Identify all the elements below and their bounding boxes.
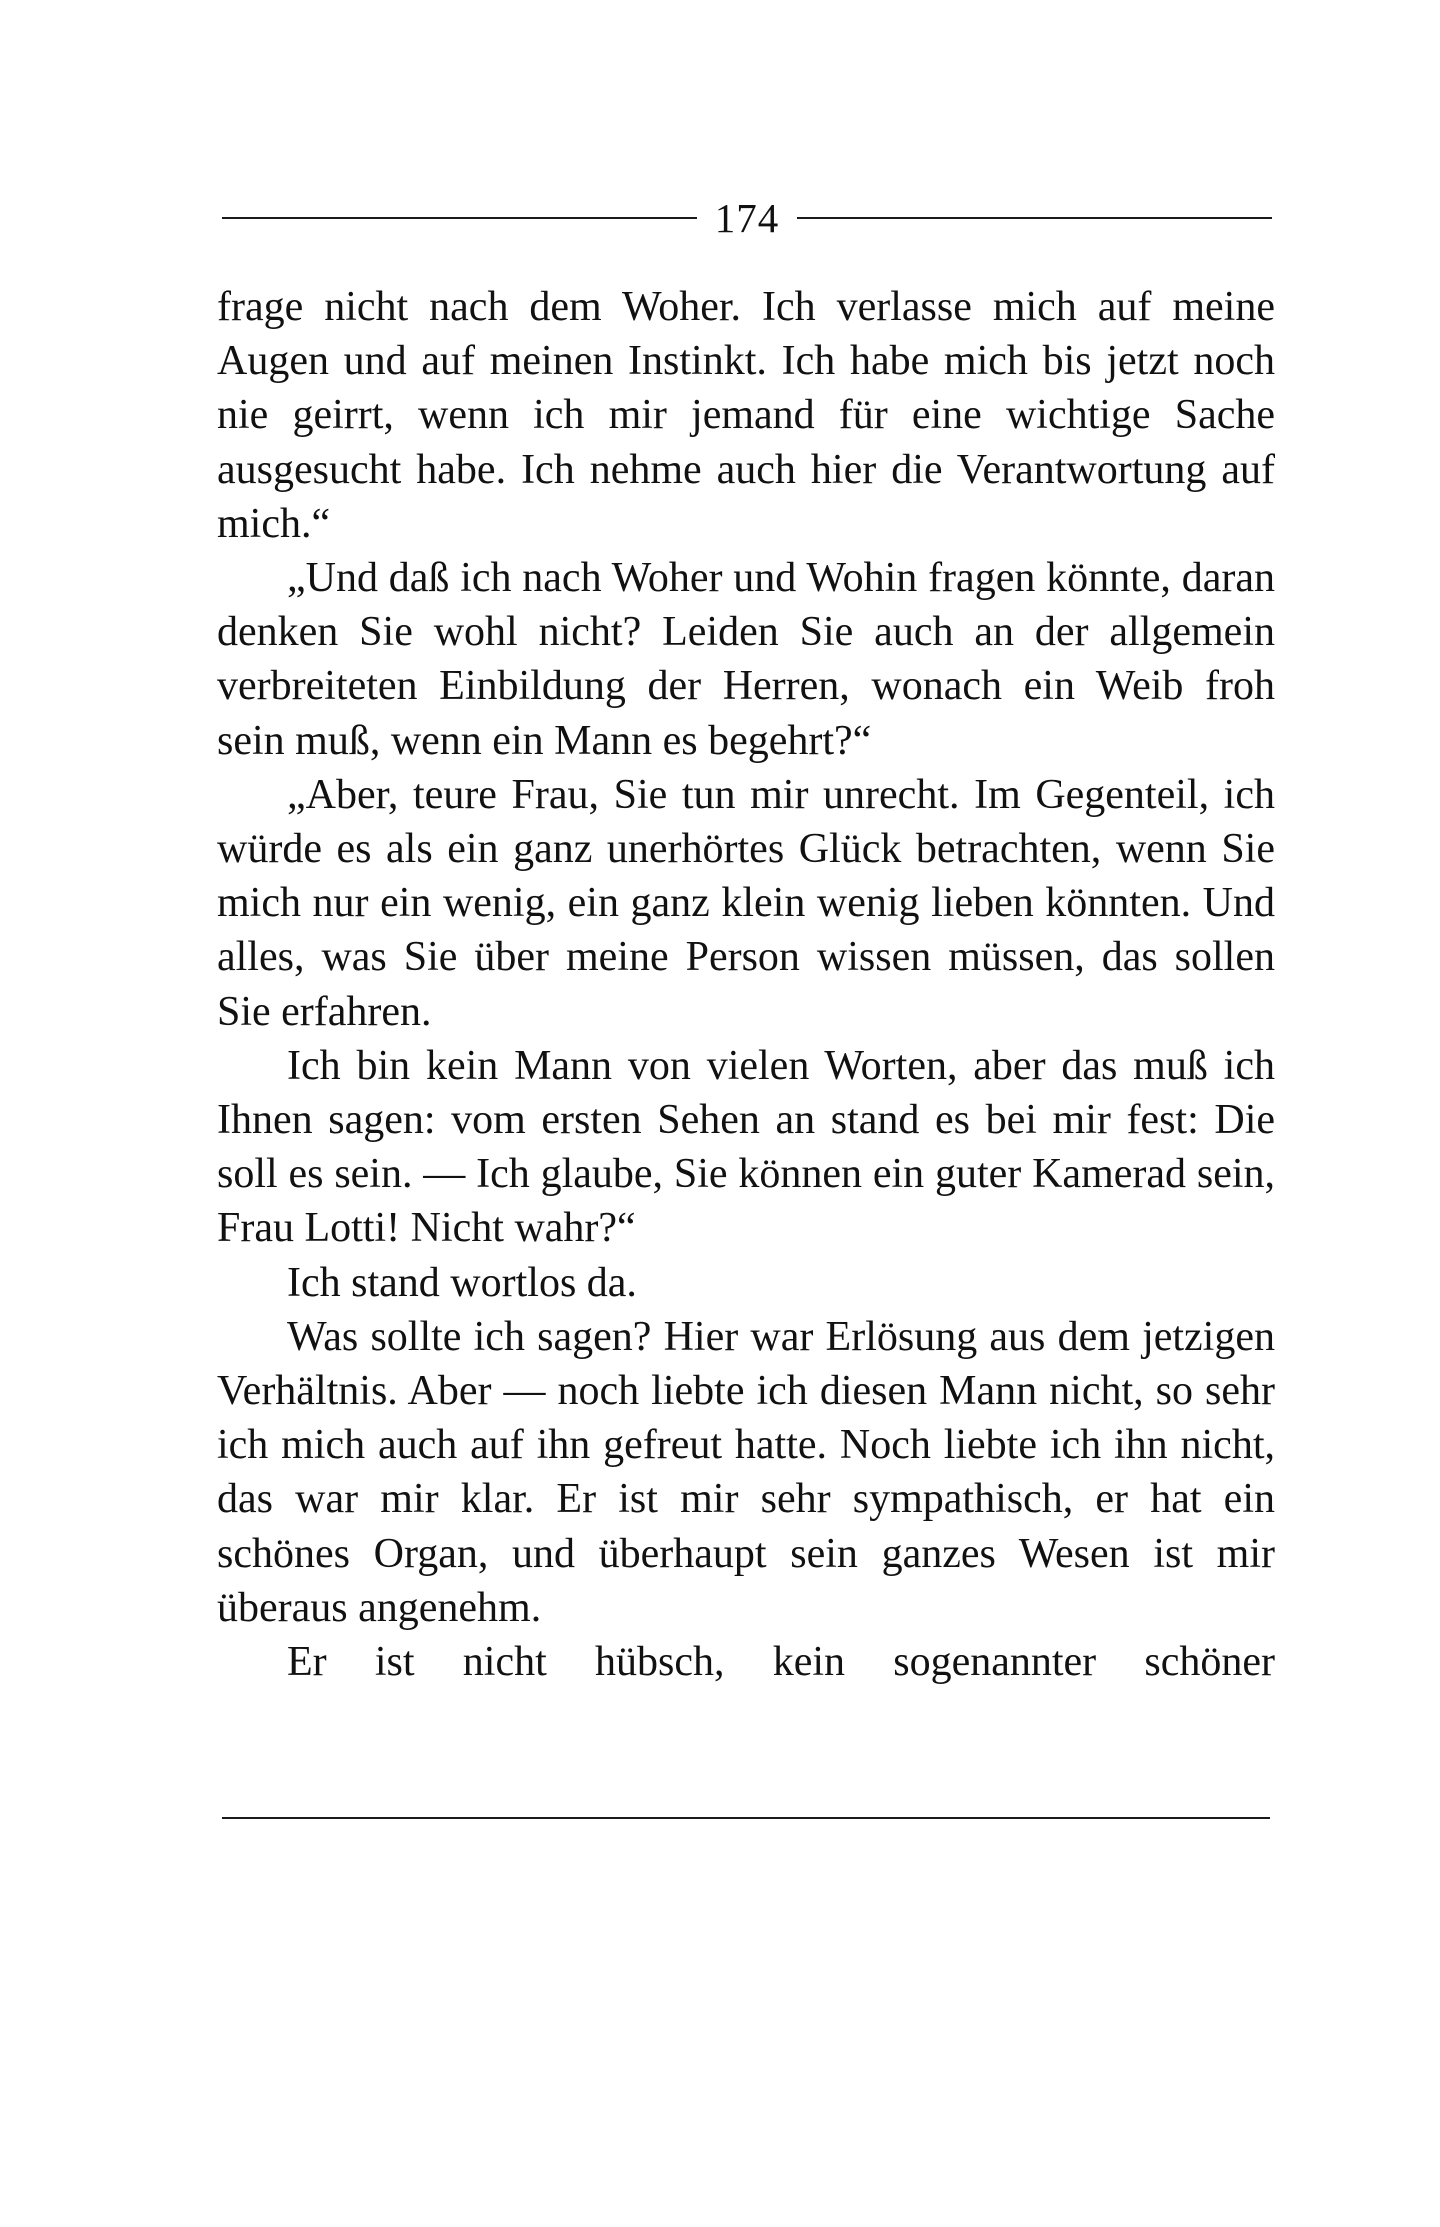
paragraph: „Aber, teure Frau, Sie tun mir unrecht. Im Gegenteil, ich würde es als ein ganz unerhörtes Glück betrachten, wenn Sie mich nur ein wenig, ein ganz klein wenig lieben könnten. Und alles, was Sie über meine Person wissen müssen, das sollen Sie erfahren. [217,771,1275,1035]
paragraph: Ich stand wortlos da. [287,1259,637,1306]
paragraph: Was sollte ich sagen? Hier war Erlösung aus dem jetzigen Verhältnis. Aber — noch liebte ich diesen Mann nicht, so sehr ich mich auch auf ihn gefreut hatte. Noch liebte ich ihn nicht, das war mir klar. Er ist mir sehr sympathisch, er hat ein schönes Organ, und überhaupt sein ganzes Wesen ist mir überaus angenehm. [217,1313,1275,1631]
paragraph: frage nicht nach dem Woher. Ich verlasse mich auf meine Augen und auf meinen Instinkt. Ich habe mich bis jetzt noch nie geirrt, wenn ich mir jemand für eine wichtige Sache ausgesucht habe. Ich nehme auch hier die Verantwortung auf mich.“ [217,284,1275,547]
header-rule-right [797,217,1272,219]
footer-rule [222,1817,1270,1819]
header-rule-left [222,217,697,219]
page-header [222,188,1272,248]
body-text [217,280,1275,1689]
paragraph: „Und daß ich nach Woher und Wohin fragen könnte, daran denken Sie wohl nicht? Leiden Sie auch an der allgemein verbreiteten Einbildung der Herren, wonach ein Weib froh sein muß, wenn ein Mann es begehrt?“ [217,555,1275,764]
paragraph: Er ist nicht hübsch, kein sogenannter schöner [287,1639,1275,1686]
paragraph: Ich bin kein Mann von vielen Worten, aber das muß ich Ihnen sagen: vom ersten Sehen an stand es bei mir fest: Die soll es sein. — Ich glaube, Sie können ein guter Kamerad sein, Frau Lotti! Nicht wahr?“ [217,1042,1275,1252]
page-number: 174 [714,195,780,241]
